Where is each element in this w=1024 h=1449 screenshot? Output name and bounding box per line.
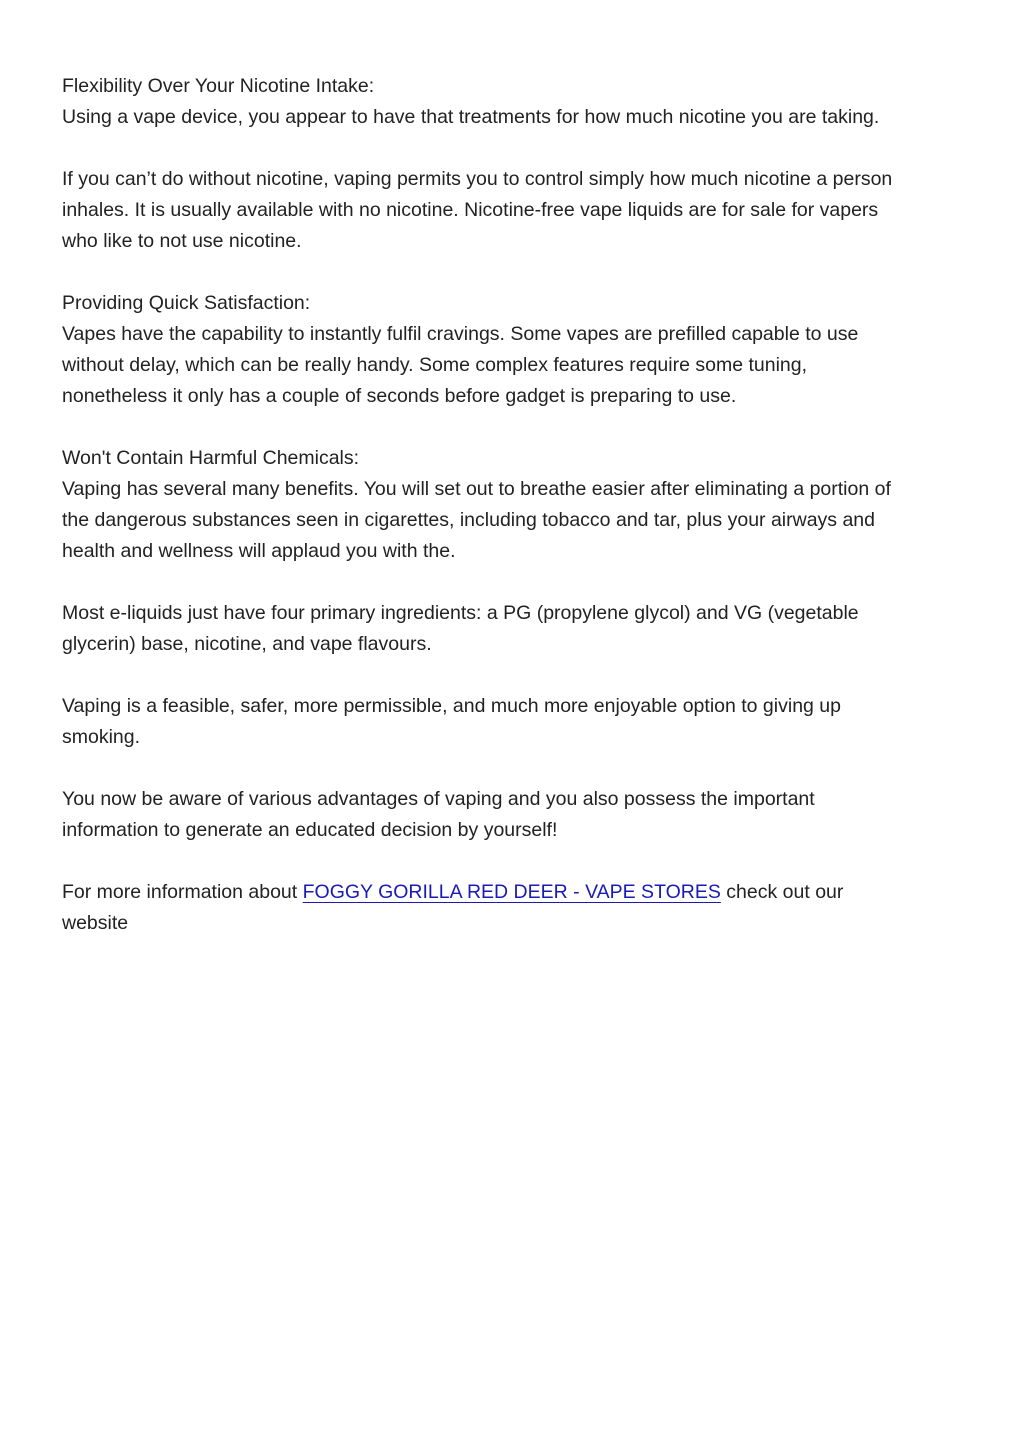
paragraph-line: Using a vape device, you appear to have that treatments for how much nicotine you are taking. [62, 106, 880, 128]
paragraph-line: nonetheless it only has a couple of seconds before gadget is preparing to use. [62, 385, 737, 407]
paragraph-line: If you can’t do without nicotine, vaping permits you to control simply how much nicotine a person [62, 168, 893, 190]
paragraph-e-liquid-ingredients [62, 598, 962, 660]
document-body [62, 71, 962, 970]
more-info-suffix: check out our [720, 881, 844, 903]
paragraph-line: Vapes have the capability to instantly fulfil cravings. Some vapes are prefilled capable to use [62, 323, 859, 345]
paragraph-line: health and wellness will applaud you with the. [62, 540, 456, 562]
paragraph-line: Vaping is a feasible, safer, more permissible, and much more enjoyable option to giving up [62, 695, 841, 717]
paragraph-line: who like to not use nicotine. [62, 230, 302, 252]
paragraph-harmful-chemicals [62, 443, 962, 567]
paragraph-line: information to generate an educated decision by yourself! [62, 819, 558, 841]
more-info-prefix: For more information about [62, 881, 303, 903]
section-heading: Won't Contain Harmful Chemicals: [62, 447, 360, 469]
section-heading: Flexibility Over Your Nicotine Intake: [62, 75, 375, 97]
section-heading: Providing Quick Satisfaction: [62, 292, 311, 314]
paragraph-line: inhales. It is usually available with no nicotine. Nicotine-free vape liquids are for sale for vapers [62, 199, 879, 221]
paragraph-line: glycerin) base, nicotine, and vape flavours. [62, 633, 432, 655]
paragraph-vaping-option [62, 691, 962, 753]
paragraph-line [62, 877, 962, 908]
paragraph-quick-satisfaction [62, 288, 962, 412]
paragraph-line: Vaping has several many benefits. You will set out to breathe easier after eliminating a portion of [62, 478, 891, 500]
paragraph-nicotine-control [62, 164, 962, 257]
paragraph-line: the dangerous substances seen in cigarettes, including tobacco and tar, plus your airways and [62, 509, 876, 531]
paragraph-line: without delay, which can be really handy. Some complex features require some tuning, [62, 354, 808, 376]
paragraph-line: Most e-liquids just have four primary ingredients: a PG (propylene glycol) and VG (vegetable [62, 602, 859, 624]
paragraph-nicotine-intake [62, 71, 962, 133]
paragraph-line: website [62, 912, 129, 934]
paragraph-line: You now be aware of various advantages of vaping and you also possess the important [62, 788, 815, 810]
paragraph-line: smoking. [62, 726, 141, 748]
paragraph-advantages [62, 784, 962, 846]
paragraph-more-information [62, 877, 962, 939]
store-link[interactable]: FOGGY GORILLA RED DEER - VAPE STORES [302, 881, 721, 903]
